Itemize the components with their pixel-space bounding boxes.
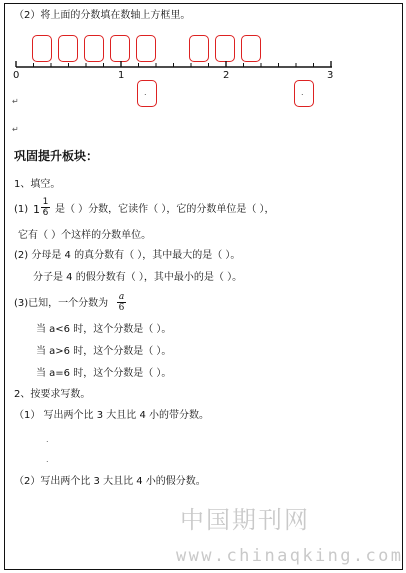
answer-box-below[interactable]: .	[137, 80, 157, 107]
answer-box[interactable]	[84, 35, 104, 62]
q1-label: 1、填空。	[14, 179, 61, 190]
fraction-numerator: 1	[42, 197, 49, 207]
answer-box[interactable]	[241, 35, 261, 62]
fraction-denominator: 6	[42, 208, 49, 218]
q1-item3-case: 当 a<6 时，这个分数是（ ）。	[36, 324, 172, 335]
answer-box[interactable]	[32, 35, 52, 62]
q2-label: 2、按要求写数。	[14, 389, 91, 400]
q1-item1-text: 是（ ）分数，它读作（ ），它的分数单位是（ ），	[55, 204, 275, 215]
answer-box[interactable]	[136, 35, 156, 62]
answer-box[interactable]	[110, 35, 130, 62]
q1-item3-case: 当 a>6 时，这个分数是（ ）。	[36, 346, 172, 357]
q2-item1: （1） 写出两个比 3 大且比 4 小的带分数。	[14, 410, 209, 421]
watermark-url: www.chinaqking.com	[176, 546, 404, 566]
paragraph-mark: ↵	[12, 125, 19, 134]
paragraph-mark: ↵	[12, 97, 19, 106]
paragraph-mark: .	[46, 455, 49, 464]
paragraph-mark: .	[46, 435, 49, 444]
number-line	[10, 60, 340, 74]
tick-label-1: 1	[118, 70, 125, 81]
section2-prompt: （2）将上面的分数填在数轴上方框里。	[14, 10, 191, 21]
answer-box[interactable]	[189, 35, 209, 62]
fraction-denominator: 6	[118, 303, 125, 313]
answer-box-below[interactable]: .	[294, 80, 314, 107]
watermark-cn: 中国期刊网	[180, 506, 310, 534]
tick-label-2: 2	[223, 70, 230, 81]
tick-label-3: 3	[327, 70, 334, 81]
mixed-number-fraction	[41, 197, 50, 218]
q1-item2-line1: (2) 分母是 4 的真分数有（ ），其中最大的是（ ）。	[14, 250, 241, 261]
fraction-numerator: a	[118, 292, 125, 302]
q1-item2-line2: 分子是 4 的假分数有（ ），其中最小的是（ ）。	[33, 272, 243, 283]
q1-item3-prefix: (3)已知，一个分数为	[14, 298, 109, 309]
answer-box[interactable]	[215, 35, 235, 62]
tick-label-0: 0	[13, 70, 20, 81]
q1-item1-num: (1)	[14, 204, 29, 215]
mixed-number-whole: 1	[33, 203, 40, 216]
section-title: 巩固提升板块：	[14, 149, 99, 163]
q2-item2: （2）写出两个比 3 大且比 4 小的假分数。	[14, 476, 206, 487]
q1-item3-case: 当 a=6 时，这个分数是（ ）。	[36, 368, 172, 379]
answer-box[interactable]	[58, 35, 78, 62]
fraction-a-over-6	[117, 292, 126, 313]
q1-item1-text2: 它有（ ）个这样的分数单位。	[18, 230, 152, 241]
